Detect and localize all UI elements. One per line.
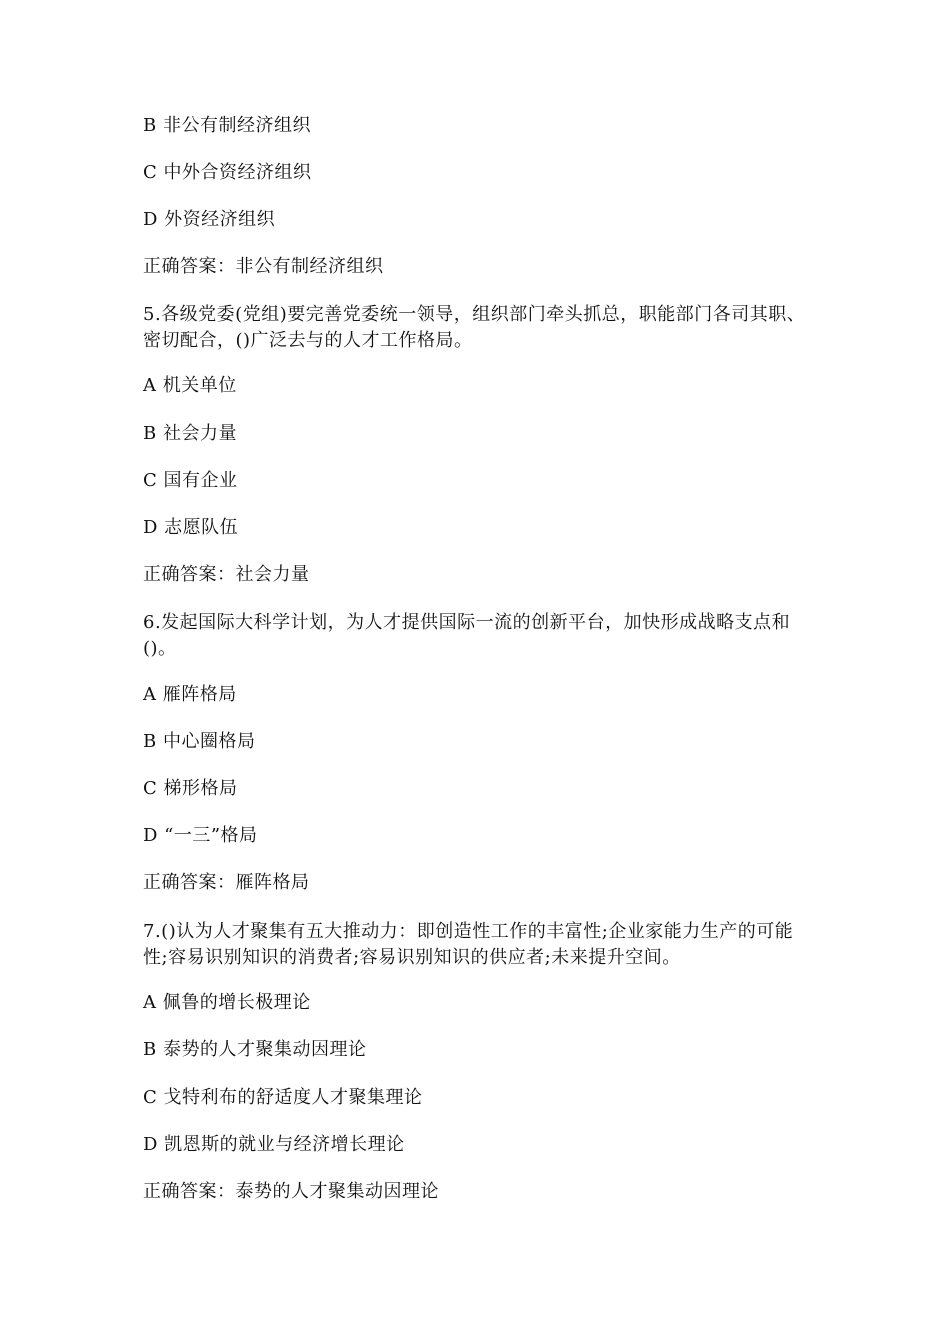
q7-option-a: A 佩鲁的增长极理论 bbox=[143, 992, 311, 1013]
q5-answer: 正确答案：社会力量 bbox=[143, 564, 310, 585]
q5-option-d: D 志愿队伍 bbox=[143, 517, 239, 538]
q6-option-d: D “一三”格局 bbox=[143, 825, 258, 846]
q7-answer: 正确答案：泰势的人才聚集动因理论 bbox=[143, 1181, 439, 1202]
q6-stem: 6.发起国际大科学计划，为人才提供国际一流的创新平台，加快形成战略支点和()。 bbox=[143, 612, 791, 659]
q6-option-a: A 雁阵格局 bbox=[143, 684, 237, 705]
q6-answer: 正确答案：雁阵格局 bbox=[143, 872, 310, 893]
q4-option-c: C 中外合资经济组织 bbox=[143, 162, 312, 183]
q4-answer: 正确答案：非公有制经济组织 bbox=[143, 256, 384, 277]
q5-option-a: A 机关单位 bbox=[143, 375, 237, 396]
q6-option-c: C 梯形格局 bbox=[143, 778, 238, 799]
q7-option-d: D 凯恩斯的就业与经济增长理论 bbox=[143, 1134, 405, 1155]
q6-option-b: B 中心圈格局 bbox=[143, 731, 256, 752]
q4-option-b: B 非公有制经济组织 bbox=[143, 115, 311, 136]
q7-option-b: B 泰势的人才聚集动因理论 bbox=[143, 1039, 367, 1060]
q7-stem: 7.()认为人才聚集有五大推动力：即创造性工作的丰富性;企业家能力生产的可能性;容易识别知识的消费者;容易识别知识的供应者;未来提升空间。 bbox=[143, 921, 794, 968]
q5-stem: 5.各级党委(党组)要完善党委统一领导，组织部门牵头抓总，职能部门各司其职、密切配合，()广泛去与的人才工作格局。 bbox=[143, 304, 806, 351]
q5-option-b: B 社会力量 bbox=[143, 423, 237, 444]
q4-option-d: D 外资经济组织 bbox=[143, 209, 276, 230]
q5-option-c: C 国有企业 bbox=[143, 470, 238, 491]
q7-option-c: C 戈特利布的舒适度人才聚集理论 bbox=[143, 1087, 423, 1108]
